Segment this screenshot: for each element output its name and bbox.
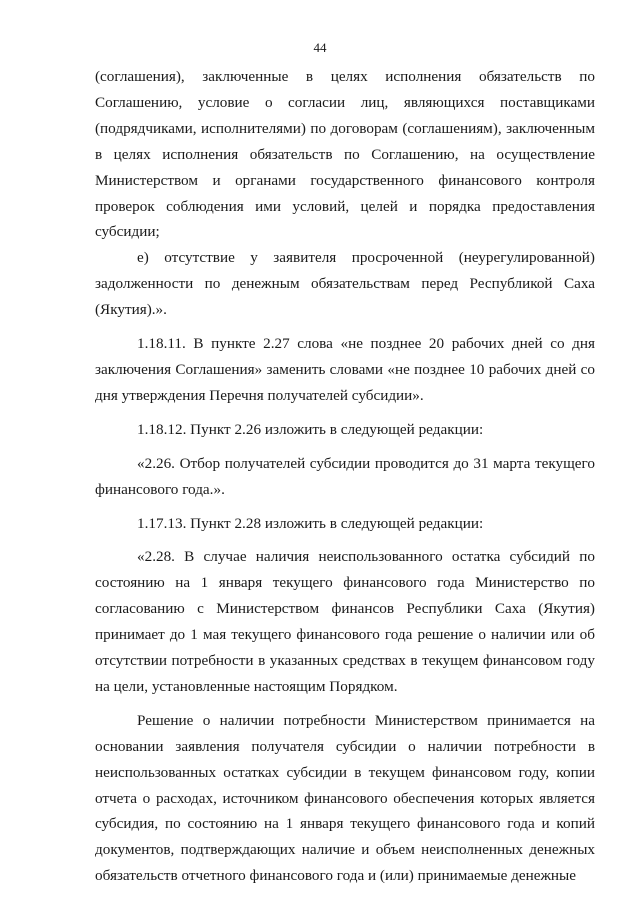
paragraph-agreement-conditions: (соглашения), заключенные в целях исполнения обязательств по Соглашению, условие о согласии лиц, являющихся поставщиками (подрядчиками, исполнителями) по договорам (соглашениям), заключенным в целях исполнения обязательств по Соглашению, на осуществление Министерством и органами государственного финансового контроля проверок соблюдения ими условий, целей и порядка предоставления субсидии; — [95, 68, 595, 241]
document-body — [95, 64, 595, 889]
paragraph-2-28-text: «2.28. В случае наличия неиспользованного остатка субсидий по состоянию на 1 января текущего финансового года Министерство по согласованию с Министерством финансов Республики Саха (Якутия) принимает до 1 мая текущего финансового года решение о наличии или об отсутствии потребности в указанных средствах в текущем финансовом году на цели, установленные настоящим Порядком. — [95, 548, 595, 695]
page-number: 44 — [313, 40, 327, 55]
paragraph-1-18-12: 1.18.12. Пункт 2.26 изложить в следующей редакции: — [137, 420, 484, 438]
paragraph-2-26-text: «2.26. Отбор получателей субсидии проводится до 31 марта текущего финансового года.». — [95, 454, 595, 498]
paragraph-1-17-13: 1.17.13. Пункт 2.28 изложить в следующей редакции: — [137, 514, 484, 532]
paragraph-item-e: е) отсутствие у заявителя просроченной (неурегулированной) задолженности по денежным обязательствам перед Республикой Саха (Якутия).». — [95, 249, 595, 319]
paragraph-need-decision: Решение о наличии потребности Министерством принимается на основании заявления получателя субсидии о наличии потребности в неиспользованных остатках субсидии в текущем финансовом году, копии отчета о расходах, источником финансового обеспечения которых является субсидия, по состоянию на 1 января текущего финансового года и копий документов, подтверждающих наличие и объем неисполненных денежных обязательств отчетного финансового года и (или) принимаемые денежные — [95, 711, 595, 885]
paragraph-1-18-11: 1.18.11. В пункте 2.27 слова «не позднее 20 рабочих дней со дня заключения Соглашения» заменить словами «не позднее 10 рабочих дней со дня утверждения Перечня получателей субсидии». — [95, 335, 595, 404]
